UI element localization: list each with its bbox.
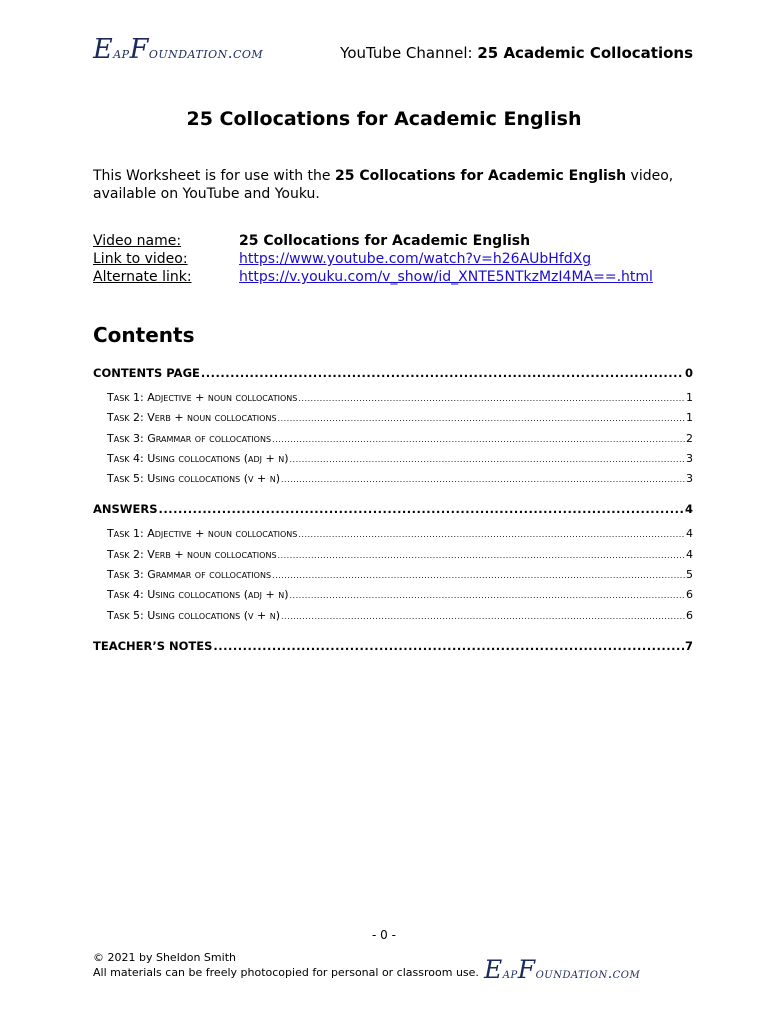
toc-leader xyxy=(159,502,684,516)
video-link[interactable]: https://www.youtube.com/watch?v=h26AUbHfdXg xyxy=(239,251,592,267)
copyright-line: © 2021 by Sheldon Smith xyxy=(93,951,236,964)
table-of-contents xyxy=(93,366,693,656)
document-title: 25 Collocations for Academic English xyxy=(186,108,582,130)
toc-item[interactable]: Task 3: Grammar of collocations ..... 5 xyxy=(93,568,693,588)
toc-item[interactable]: Task 2: Verb + noun collocations ..... 4 xyxy=(93,548,693,568)
toc-section-title: TEACHER’S NOTES xyxy=(93,638,213,653)
alternate-link-label: Alternate link: xyxy=(93,269,192,285)
video-info xyxy=(93,232,653,286)
video-name-row xyxy=(93,232,653,250)
toc-page: 0 xyxy=(684,366,693,380)
toc-page: 4 xyxy=(684,502,693,517)
toc-page: 7 xyxy=(684,638,693,653)
intro-after: video, available on YouTube and Youku. xyxy=(93,168,674,202)
toc-item[interactable]: Task 3: Grammar of collocations ..... 2 xyxy=(93,432,693,452)
video-name-value: 25 Collocations for Academic English xyxy=(239,233,531,249)
footer-logo: EapFoundation.com xyxy=(484,955,641,984)
toc-item[interactable]: Task 2: Verb + noun collocations ..... 1 xyxy=(93,411,693,431)
channel-name: 25 Academic Collocations xyxy=(477,44,693,62)
video-link-row xyxy=(93,250,653,268)
video-link-label: Link to video: xyxy=(93,251,188,267)
toc-section-answers[interactable] xyxy=(93,502,693,519)
alternate-link[interactable]: https://v.youku.com/v_show/id_XNTE5NTkzMzI4MA==.html xyxy=(239,269,653,285)
header-channel xyxy=(340,44,693,62)
toc-item[interactable]: Task 1: Adjective + noun collocations ..... 4 xyxy=(93,527,693,547)
contents-heading: Contents xyxy=(93,323,195,347)
page-number: - 0 - xyxy=(372,928,396,942)
toc-item[interactable]: Task 5: Using collocations (v + n) ..... 3 xyxy=(93,472,693,492)
toc-section-contents-page[interactable] xyxy=(93,366,693,383)
video-name-label: Video name: xyxy=(93,233,182,249)
header-logo: EapFoundation.com xyxy=(93,34,264,65)
intro-bold: 25 Collocations for Academic English xyxy=(335,168,627,184)
footer-copyright xyxy=(93,950,479,980)
toc-item[interactable]: Task 4: Using collocations (adj + n) ..... 6 xyxy=(93,588,693,608)
toc-section-title: ANSWERS xyxy=(93,502,158,517)
toc-leader xyxy=(213,639,684,653)
toc-item[interactable]: Task 4: Using collocations (adj + n) ..... 3 xyxy=(93,452,693,472)
channel-prefix: YouTube Channel: xyxy=(340,44,478,62)
toc-section-teachers-notes[interactable] xyxy=(93,639,693,656)
license-line: All materials can be freely photocopied for personal or classroom use. xyxy=(93,966,479,979)
toc-leader xyxy=(201,366,684,380)
intro-paragraph xyxy=(93,167,693,203)
toc-section-title: CONTENTS PAGE xyxy=(93,366,200,380)
toc-item[interactable]: Task 5: Using collocations (v + n) ..... 6 xyxy=(93,609,693,629)
alternate-link-row xyxy=(93,268,653,286)
intro-before: This Worksheet is for use with the xyxy=(93,168,335,184)
toc-item[interactable]: Task 1: Adjective + noun collocations ..... 1 xyxy=(93,391,693,411)
